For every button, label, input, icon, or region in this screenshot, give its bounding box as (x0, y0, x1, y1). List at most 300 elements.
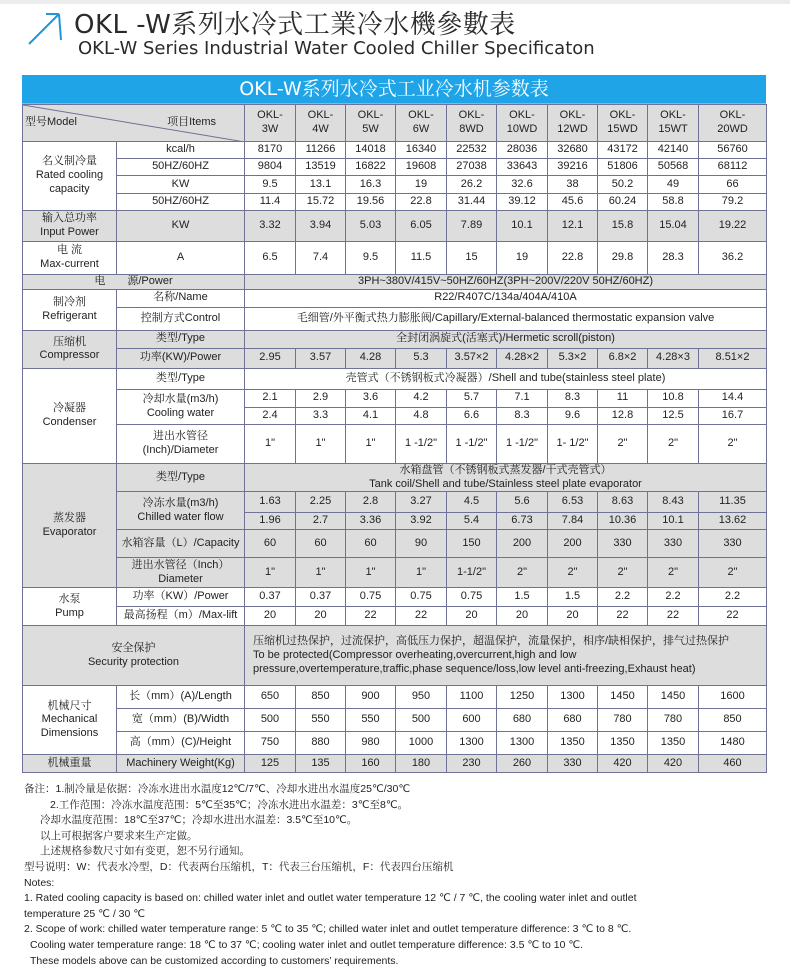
item-label: 冷冻水量(m3/h) Chilled water flow (117, 492, 245, 530)
item-label: 高（mm）(C)/Height (117, 732, 245, 755)
item-label: A (117, 242, 245, 275)
value-cell: 1" (245, 558, 296, 588)
value-cell: 0.37 (296, 588, 346, 607)
table-row (23, 289, 767, 307)
group-label: 电 源/Power (23, 275, 245, 290)
value-cell: 3.6 (346, 389, 396, 407)
value-cell: 330 (548, 755, 598, 773)
value-cell: 950 (396, 686, 447, 709)
value-cell: 4.28 (346, 348, 396, 368)
note-line: 备注：1.制冷量是依据：冷冻水进出水温度12℃/7℃、冷却水进出水温度25℃/30℃ (24, 783, 411, 795)
value-cell: 20 (245, 607, 296, 626)
value-cell: 19 (396, 176, 447, 194)
table-row (23, 368, 767, 389)
value-cell: 10.1 (497, 211, 548, 242)
value-cell: 42140 (648, 142, 699, 159)
item-label: 长（mm）(A)/Length (117, 686, 245, 709)
value-cell: 500 (245, 709, 296, 732)
model-header (699, 105, 767, 142)
value-cell: 1350 (548, 732, 598, 755)
value-cell: 6.8×2 (598, 348, 648, 368)
value-cell: 1.5 (548, 588, 598, 607)
value-cell: 20 (548, 607, 598, 626)
spec-table (22, 104, 767, 773)
value-cell: 22532 (447, 142, 497, 159)
value-cell: 980 (346, 732, 396, 755)
value-cell: 43172 (598, 142, 648, 159)
value-cell: 5.7 (447, 389, 497, 407)
note-line: 1. Rated cooling capacity is based on: chilled water inlet and outlet water temperature 12 ℃ / 7 ℃, the cooling water inlet and outlet (24, 892, 637, 905)
value-cell: 33643 (497, 159, 548, 176)
item-label: 冷却水量(m3/h) Cooling water (117, 389, 245, 424)
value-cell: 550 (346, 709, 396, 732)
value-cell: 10.8 (648, 389, 699, 407)
model-header (598, 105, 648, 142)
value-cell: 1" (346, 558, 396, 588)
item-label: 进出水管径 (Inch)/Diameter (117, 424, 245, 463)
item-label: KW (117, 211, 245, 242)
value-cell: 27038 (447, 159, 497, 176)
note-line: 冷却水温度范围：18℃至37℃；冷却水进出水温差：3.5℃至10℃。 (40, 814, 358, 827)
value-cell: 1.96 (245, 513, 296, 530)
value-cell: 16.7 (699, 407, 767, 424)
value-cell: 2" (497, 558, 548, 588)
value-cell: 13.62 (699, 513, 767, 530)
value-cell: 79.2 (699, 194, 767, 211)
spanning-value: 毛细管/外平衡式热力膨胀阀/Capillary/External-balanced thermostatic expansion valve (245, 307, 767, 330)
note-line: 型号说明：W：代表水冷型，D：代表两台压缩机，T：代表三台压缩机，F：代表四台压缩机 (24, 860, 454, 873)
value-cell: 4.28×3 (648, 348, 699, 368)
value-cell: 22 (346, 607, 396, 626)
value-cell: 16340 (396, 142, 447, 159)
value-cell: 330 (598, 530, 648, 558)
value-cell: 135 (296, 755, 346, 773)
value-cell: 180 (396, 755, 447, 773)
value-cell: 1" (245, 424, 296, 463)
value-cell: 11 (598, 389, 648, 407)
value-cell: 1" (296, 558, 346, 588)
value-cell: 10.1 (648, 513, 699, 530)
value-cell: 880 (296, 732, 346, 755)
value-cell: 9.6 (548, 407, 598, 424)
value-cell: 2" (648, 424, 699, 463)
value-cell: 51806 (598, 159, 648, 176)
value-cell: 2.2 (699, 588, 767, 607)
value-cell: 29.8 (598, 242, 648, 275)
note-line: temperature 25 ℃ / 30 ℃ (24, 907, 146, 920)
value-cell: 1600 (699, 686, 767, 709)
table-row (23, 307, 767, 330)
value-cell: 12.8 (598, 407, 648, 424)
value-cell: 19.22 (699, 211, 767, 242)
value-cell: 4.8 (396, 407, 447, 424)
table-row (23, 732, 767, 755)
value-cell: 11266 (296, 142, 346, 159)
value-cell: 5.6 (497, 492, 548, 513)
value-cell: 28036 (497, 142, 548, 159)
model-name: OKL-5W (357, 109, 384, 135)
group-label: 输入总功率 Input Power (23, 211, 117, 242)
arrow-up-right-icon (26, 10, 66, 48)
value-cell: 13519 (296, 159, 346, 176)
model-header (548, 105, 598, 142)
table-row (23, 242, 767, 275)
value-cell: 1.5 (497, 588, 548, 607)
value-cell: 150 (447, 530, 497, 558)
value-cell: 230 (447, 755, 497, 773)
value-cell: 32.6 (497, 176, 548, 194)
note-line: 上述规格参数尺寸如有变更，恕不另行通知。 (40, 845, 250, 858)
table-row (23, 275, 767, 290)
value-cell: 15.72 (296, 194, 346, 211)
page-title-chinese: OKL -W系列水冷式工業冷水機參數表 (74, 10, 516, 40)
value-cell: 4.2 (396, 389, 447, 407)
table-row (23, 686, 767, 709)
value-cell: 26.2 (447, 176, 497, 194)
value-cell: 49 (648, 176, 699, 194)
value-cell: 1000 (396, 732, 447, 755)
value-cell: 260 (497, 755, 548, 773)
value-cell: 45.6 (548, 194, 598, 211)
table-row (23, 558, 767, 588)
model-name: OKL-15WD (607, 109, 638, 135)
value-cell: 420 (598, 755, 648, 773)
value-cell: 0.75 (346, 588, 396, 607)
value-cell: 6.73 (497, 513, 548, 530)
table-row (23, 492, 767, 513)
value-cell: 22 (396, 607, 447, 626)
value-cell: 15.8 (598, 211, 648, 242)
value-cell: 56760 (699, 142, 767, 159)
value-cell: 0.37 (245, 588, 296, 607)
value-cell: 8.3 (497, 407, 548, 424)
model-label: 型号Model (25, 116, 77, 128)
table-row (23, 389, 767, 407)
value-cell: 50568 (648, 159, 699, 176)
value-cell: 1350 (598, 732, 648, 755)
item-label: Machinery Weight(Kg) (117, 755, 245, 773)
value-cell: 1" (396, 558, 447, 588)
value-cell: 3.36 (346, 513, 396, 530)
value-cell: 2.7 (296, 513, 346, 530)
model-name: OKL-10WD (506, 109, 538, 135)
value-cell: 0.75 (396, 588, 447, 607)
model-items-header (23, 105, 245, 142)
value-cell: 7.1 (497, 389, 548, 407)
model-header (447, 105, 497, 142)
value-cell: 125 (245, 755, 296, 773)
value-cell: 850 (699, 709, 767, 732)
value-cell: 20 (497, 607, 548, 626)
value-cell: 14018 (346, 142, 396, 159)
group-label: 机械重量 (23, 755, 117, 773)
note-line: Cooling water temperature range: 18 ℃ to 37 ℃; cooling water inlet and outlet temperature difference: 3.5 ℃ to 10 ℃. (30, 938, 584, 951)
value-cell: 6.5 (245, 242, 296, 275)
notes (24, 782, 637, 969)
group-label: 冷凝器 Condenser (23, 368, 117, 463)
value-cell: 1450 (598, 686, 648, 709)
note-line: 以上可根据客户要求来生产定做。 (40, 829, 198, 842)
item-label: 50HZ/60HZ (117, 194, 245, 211)
model-name: OKL-12WD (557, 109, 588, 135)
table-row (23, 530, 767, 558)
value-cell: 550 (296, 709, 346, 732)
note-line: Notes: (24, 876, 55, 889)
value-cell: 1" (346, 424, 396, 463)
table-row (23, 330, 767, 348)
model-header (648, 105, 699, 142)
value-cell: 22.8 (396, 194, 447, 211)
value-cell: 8.3 (548, 389, 598, 407)
value-cell: 39.12 (497, 194, 548, 211)
value-cell: 1100 (447, 686, 497, 709)
page-title-english: OKL-W Series Industrial Water Cooled Chiller Specificaton (78, 38, 595, 59)
value-cell: 2" (699, 558, 767, 588)
item-label: 类型/Type (117, 368, 245, 389)
value-cell: 1 -1/2" (497, 424, 548, 463)
value-cell: 3.57×2 (447, 348, 497, 368)
value-cell: 5.4 (447, 513, 497, 530)
value-cell: 330 (699, 530, 767, 558)
model-name: OKL-15WT (658, 109, 688, 135)
value-cell: 13.1 (296, 176, 346, 194)
value-cell: 5.03 (346, 211, 396, 242)
value-cell: 850 (296, 686, 346, 709)
value-cell: 160 (346, 755, 396, 773)
items-label: 项目Items (167, 116, 216, 128)
value-cell: 600 (447, 709, 497, 732)
table-row (23, 159, 767, 176)
value-cell: 60 (245, 530, 296, 558)
note-line: These models above can be customized according to customers’ requirements. (30, 954, 399, 967)
value-cell: 2.8 (346, 492, 396, 513)
value-cell: 1 -1/2" (447, 424, 497, 463)
value-cell: 3.92 (396, 513, 447, 530)
value-cell: 6.53 (548, 492, 598, 513)
value-cell: 15 (447, 242, 497, 275)
value-cell: 3.32 (245, 211, 296, 242)
value-cell: 32680 (548, 142, 598, 159)
group-label: 机械尺寸 Mechanical Dimensions (23, 686, 117, 755)
value-cell: 1300 (548, 686, 598, 709)
model-header (245, 105, 296, 142)
spanning-value: 水箱盘管（不锈钢板式蒸发器/干式壳管式） Tank coil/Shell and tube/Stainless steel plate evaporator (245, 463, 767, 492)
value-cell: 500 (396, 709, 447, 732)
value-cell: 12.5 (648, 407, 699, 424)
table-row (23, 211, 767, 242)
value-cell: 2.1 (245, 389, 296, 407)
value-cell: 10.36 (598, 513, 648, 530)
value-cell: 22.8 (548, 242, 598, 275)
model-name: OKL-4W (307, 109, 334, 135)
value-cell: 1-1/2" (447, 558, 497, 588)
value-cell: 90 (396, 530, 447, 558)
value-cell: 1.63 (245, 492, 296, 513)
item-label: 类型/Type (117, 463, 245, 492)
table-row (23, 142, 767, 159)
table-title: OKL-W系列水冷式工业冷水机参数表 (22, 75, 766, 105)
value-cell: 750 (245, 732, 296, 755)
value-cell: 2.95 (245, 348, 296, 368)
table-row (23, 626, 767, 686)
header-row (23, 105, 767, 142)
value-cell: 5.3×2 (548, 348, 598, 368)
group-label: 压缩机 Compressor (23, 330, 117, 368)
spanning-value: 全封闭涡旋式(活塞式)/Hermetic scroll(piston) (245, 330, 767, 348)
value-cell: 60.24 (598, 194, 648, 211)
spanning-value: 壳管式（不锈钢板式冷凝器）/Shell and tube(stainless steel plate) (245, 368, 767, 389)
value-cell: 8.51×2 (699, 348, 767, 368)
value-cell: 22 (598, 607, 648, 626)
value-cell: 36.2 (699, 242, 767, 275)
item-label: 进出水管径（Inch） Diameter (117, 558, 245, 588)
value-cell: 1 -1/2" (396, 424, 447, 463)
value-cell: 650 (245, 686, 296, 709)
group-label: 安全保护 Security protection (23, 626, 245, 686)
value-cell: 28.3 (648, 242, 699, 275)
group-label: 水泵 Pump (23, 588, 117, 626)
value-cell: 9.5 (245, 176, 296, 194)
table-row (23, 424, 767, 463)
value-cell: 11.35 (699, 492, 767, 513)
value-cell: 2.4 (245, 407, 296, 424)
value-cell: 780 (648, 709, 699, 732)
note-line: 2.工作范围：冷冻水温度范围：5℃至35℃；冷冻水进出水温差：3℃至8℃。 (50, 798, 409, 811)
value-cell: 1450 (648, 686, 699, 709)
value-cell: 19 (497, 242, 548, 275)
value-cell: 2" (548, 558, 598, 588)
item-label: 宽（mm）(B)/Width (117, 709, 245, 732)
value-cell: 19.56 (346, 194, 396, 211)
item-label: 50HZ/60HZ (117, 159, 245, 176)
value-cell: 1" (296, 424, 346, 463)
model-name: OKL-3W (257, 109, 283, 135)
value-cell: 2.2 (598, 588, 648, 607)
value-cell: 2" (598, 424, 648, 463)
value-cell: 1350 (648, 732, 699, 755)
value-cell: 6.6 (447, 407, 497, 424)
value-cell: 7.4 (296, 242, 346, 275)
model-header (346, 105, 396, 142)
table-row (23, 607, 767, 626)
value-cell: 11.4 (245, 194, 296, 211)
table-row (23, 348, 767, 368)
value-cell: 6.05 (396, 211, 447, 242)
value-cell: 2" (699, 424, 767, 463)
model-name: OKL-6W (408, 109, 434, 135)
value-cell: 680 (497, 709, 548, 732)
table-row (23, 176, 767, 194)
model-header (296, 105, 346, 142)
value-cell: 11.5 (396, 242, 447, 275)
table-row (23, 588, 767, 607)
table-row (23, 463, 767, 492)
value-cell: 0.75 (447, 588, 497, 607)
model-name: OKL-20WD (717, 109, 748, 135)
value-cell: 1300 (497, 732, 548, 755)
model-header (396, 105, 447, 142)
group-label: 蒸发器 Evaporator (23, 463, 117, 588)
value-cell: 3.94 (296, 211, 346, 242)
value-cell: 58.8 (648, 194, 699, 211)
spanning-value: 3PH~380V/415V~50HZ/60HZ(3PH~200V/220V 50HZ/60HZ) (245, 275, 767, 290)
value-cell: 16822 (346, 159, 396, 176)
model-name: OKL-8WD (458, 109, 485, 135)
table-row (23, 194, 767, 211)
value-cell: 1480 (699, 732, 767, 755)
value-cell: 2.9 (296, 389, 346, 407)
value-cell: 3.57 (296, 348, 346, 368)
value-cell: 420 (648, 755, 699, 773)
value-cell: 3.27 (396, 492, 447, 513)
value-cell: 4.5 (447, 492, 497, 513)
group-label: 名义制冷量 Rated cooling capacity (23, 142, 117, 211)
value-cell: 20 (447, 607, 497, 626)
value-cell: 22 (699, 607, 767, 626)
item-label: 名称/Name (117, 289, 245, 307)
item-label: 控制方式Control (117, 307, 245, 330)
item-label: 功率（KW）/Power (117, 588, 245, 607)
value-cell: 900 (346, 686, 396, 709)
value-cell: 3.3 (296, 407, 346, 424)
value-cell: 200 (548, 530, 598, 558)
value-cell: 2" (598, 558, 648, 588)
value-cell: 50.2 (598, 176, 648, 194)
value-cell: 22 (648, 607, 699, 626)
item-label: kcal/h (117, 142, 245, 159)
item-label: 类型/Type (117, 330, 245, 348)
value-cell: 1300 (447, 732, 497, 755)
value-cell: 2" (648, 558, 699, 588)
value-cell: 8.43 (648, 492, 699, 513)
table-row (23, 709, 767, 732)
value-cell: 2.2 (648, 588, 699, 607)
value-cell: 680 (548, 709, 598, 732)
value-cell: 9.5 (346, 242, 396, 275)
value-cell: 31.44 (447, 194, 497, 211)
group-label: 电 流 Max-current (23, 242, 117, 275)
value-cell: 7.84 (548, 513, 598, 530)
value-cell: 14.4 (699, 389, 767, 407)
value-cell: 39216 (548, 159, 598, 176)
value-cell: 16.3 (346, 176, 396, 194)
value-cell: 19608 (396, 159, 447, 176)
table-row (23, 755, 767, 773)
value-cell: 60 (346, 530, 396, 558)
group-label: 制冷剂 Refrigerant (23, 289, 117, 330)
value-cell: 20 (296, 607, 346, 626)
value-cell: 60 (296, 530, 346, 558)
value-cell: 460 (699, 755, 767, 773)
value-cell: 200 (497, 530, 548, 558)
value-cell: 8170 (245, 142, 296, 159)
value-cell: 2.25 (296, 492, 346, 513)
spanning-value: 压缩机过热保护，过流保护，高低压力保护，超温保护，流量保护，相序/缺相保护，排气过热保护 To be protected(Compressor overheating,overcurrent,high and low pressure,overtemperature,traffic,phase sequence/loss,low level anti-freezing,Exhaust heat) (245, 626, 767, 686)
value-cell: 4.1 (346, 407, 396, 424)
value-cell: 68112 (699, 159, 767, 176)
value-cell: 330 (648, 530, 699, 558)
model-header (497, 105, 548, 142)
item-label: 功率(KW)/Power (117, 348, 245, 368)
value-cell: 38 (548, 176, 598, 194)
value-cell: 12.1 (548, 211, 598, 242)
value-cell: 1- 1/2" (548, 424, 598, 463)
item-label: KW (117, 176, 245, 194)
value-cell: 7.89 (447, 211, 497, 242)
value-cell: 1250 (497, 686, 548, 709)
note-line: 2. Scope of work: chilled water temperature range: 5 ℃ to 35 ℃; chilled water inlet and outlet temperature difference: 3 ℃ to 8 ℃. (24, 923, 632, 936)
value-cell: 66 (699, 176, 767, 194)
